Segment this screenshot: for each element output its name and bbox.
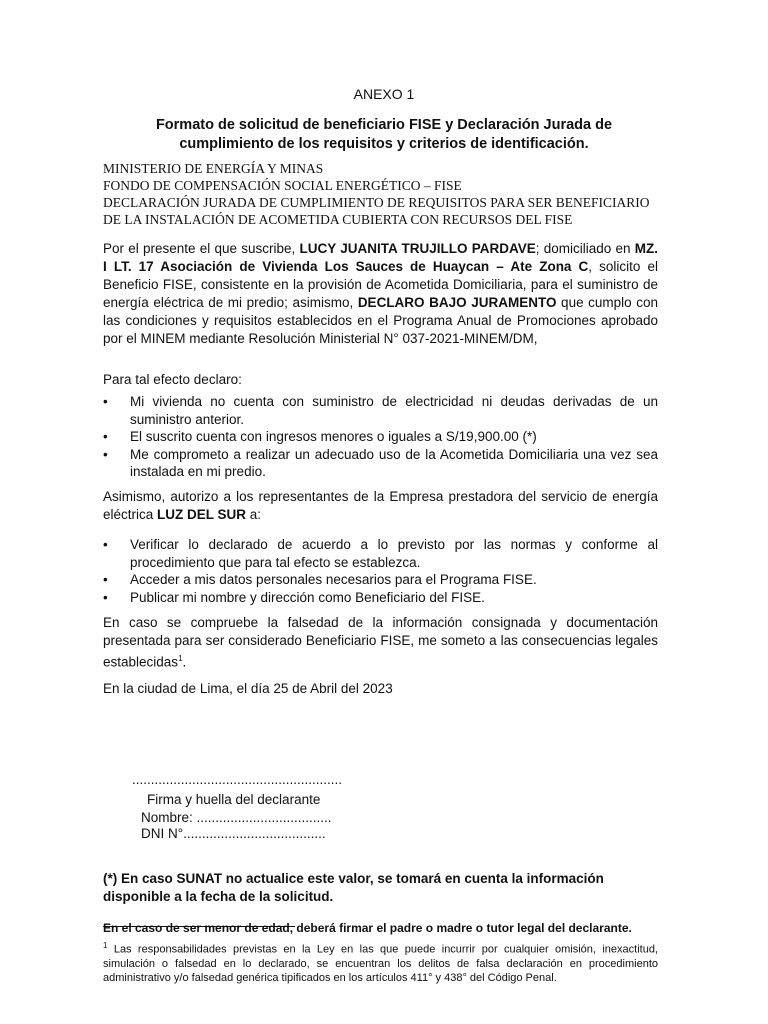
declaration-closing: que cumplo con las condiciones y requisitos establecidos en el Programa Anual de Promociones aprobado por el MINEM mediante Resolución Ministerial N° 037-2021-MINEM/DM,	[103, 295, 659, 346]
bullet-text: Me comprometo a realizar un adecuado uso de la Acometida Domiciliaria una vez sea instalada en mi predio.	[130, 446, 658, 479]
company-name: LUZ DEL SUR	[157, 507, 247, 522]
footnote-number: 1	[103, 941, 108, 950]
bullet-icon: •	[103, 537, 108, 552]
bullet-icon: •	[103, 572, 108, 587]
declaration-after-name: ; domiciliado en	[535, 241, 635, 256]
signature-line: ........................................................	[132, 772, 343, 787]
list-item	[103, 536, 658, 571]
effect-bullet-list	[103, 393, 658, 481]
header-line: FONDO DE COMPENSACIÓN SOCIAL ENERGÉTICO – FISE	[103, 178, 462, 193]
bullet-icon: •	[103, 394, 108, 409]
bullet-text: Verificar lo declarado de acuerdo a lo previsto por las normas y conforme al procedimiento que para tal efecto se establezca.	[130, 537, 658, 570]
annex-title: ANEXO 1	[353, 86, 415, 102]
bullet-icon: •	[103, 589, 108, 605]
header-line: MINISTERIO DE ENERGÍA Y MINAS	[103, 161, 324, 176]
declarant-address: MZ. I LT. 17 Asociación de Vivienda Los Sauces de Huaycan – Ate Zona C	[103, 241, 658, 274]
list-item	[103, 589, 658, 607]
bullet-text: Publicar mi nombre y dirección como Beneficiario del FISE.	[130, 589, 485, 605]
list-item	[103, 393, 658, 428]
falsity-clause	[103, 614, 658, 672]
bullet-icon: •	[103, 446, 108, 462]
authorization-paragraph	[103, 488, 658, 524]
falsity-text: En caso se compruebe la falsedad de la información consignada y documentación presentada para ser considerado Beneficiario FISE, me someto a las consecuencias legales establecidas	[103, 615, 658, 670]
minor-note: En el caso de ser menor de edad, deberá firmar el padre o madre o tutor legal del declarante.	[103, 921, 632, 935]
declaration-intro: Por el presente el que suscribe,	[103, 241, 300, 256]
signature-dni-line: DNI N°......................................	[141, 826, 326, 841]
effect-intro: Para tal efecto declaro:	[103, 372, 242, 387]
declaro-bajo-juramento: DECLARO BAJO JURAMENTO	[357, 295, 557, 310]
bullet-icon: •	[103, 429, 108, 444]
declaration-after-address: , solicito el Beneficio FISE, consistente en la provisión de Acometida Domiciliaria, para el suministro de energía eléctrica de mi predio; asimismo,	[103, 259, 658, 310]
declaration-paragraph	[103, 240, 658, 348]
header-line: DECLARACIÓN JURADA DE CUMPLIMIENTO DE REQUISITOS PARA SER BENEFICIARIO	[103, 195, 650, 210]
place-date: En la ciudad de Lima, el día 25 de Abril del 2023	[103, 681, 393, 696]
list-item	[103, 428, 658, 446]
signature-name-line: Nombre: ....................................	[141, 810, 332, 825]
authorization-bullet-list	[103, 536, 658, 606]
bullet-text: Acceder a mis datos personales necesarios para el Programa FISE.	[130, 572, 537, 587]
bullet-text: Mi vivienda no cuenta con suministro de electricidad ni deudas derivadas de un suministro anterior.	[130, 394, 658, 427]
declarant-name: LUCY JUANITA TRUJILLO PARDAVE	[299, 241, 536, 256]
form-title: Formato de solicitud de beneficiario FISE y Declaración Jurada de cumplimiento de los requisitos y criterios de identificación.	[155, 117, 613, 152]
signature-label: Firma y huella del declarante	[147, 792, 321, 807]
footnote-text: Las responsabilidades previstas en la Ley en las que puede incurrir por cualquier omisión, inexactitud, simulación o falsedad en lo declarado, se encuentran los delitos de falsa declaración en procedimiento administrativo y/o falsedad genérica tipificados en los artículos 411° y 438° del Código Penal.	[103, 943, 658, 984]
footnote	[103, 939, 658, 985]
authorization-intro: Asimismo, autorizo a los representantes de la Empresa prestadora del servicio de energía eléctrica	[103, 489, 658, 522]
authorization-closing: a:	[246, 507, 262, 522]
header-line: DE LA INSTALACIÓN DE ACOMETIDA CUBIERTA CON RECURSOS DEL FISE	[103, 212, 573, 227]
footnote-reference: 1	[178, 654, 183, 663]
falsity-end: .	[182, 654, 187, 670]
sunat-note: (*) En caso SUNAT no actualice este valor, se tomará en cuenta la información disponible a la fecha de la solicitud.	[103, 871, 604, 904]
list-item	[103, 571, 658, 589]
bullet-text: El suscrito cuenta con ingresos menores o iguales a S/19,900.00 (*)	[130, 429, 537, 444]
ministry-header	[103, 160, 663, 228]
list-item	[103, 446, 658, 481]
